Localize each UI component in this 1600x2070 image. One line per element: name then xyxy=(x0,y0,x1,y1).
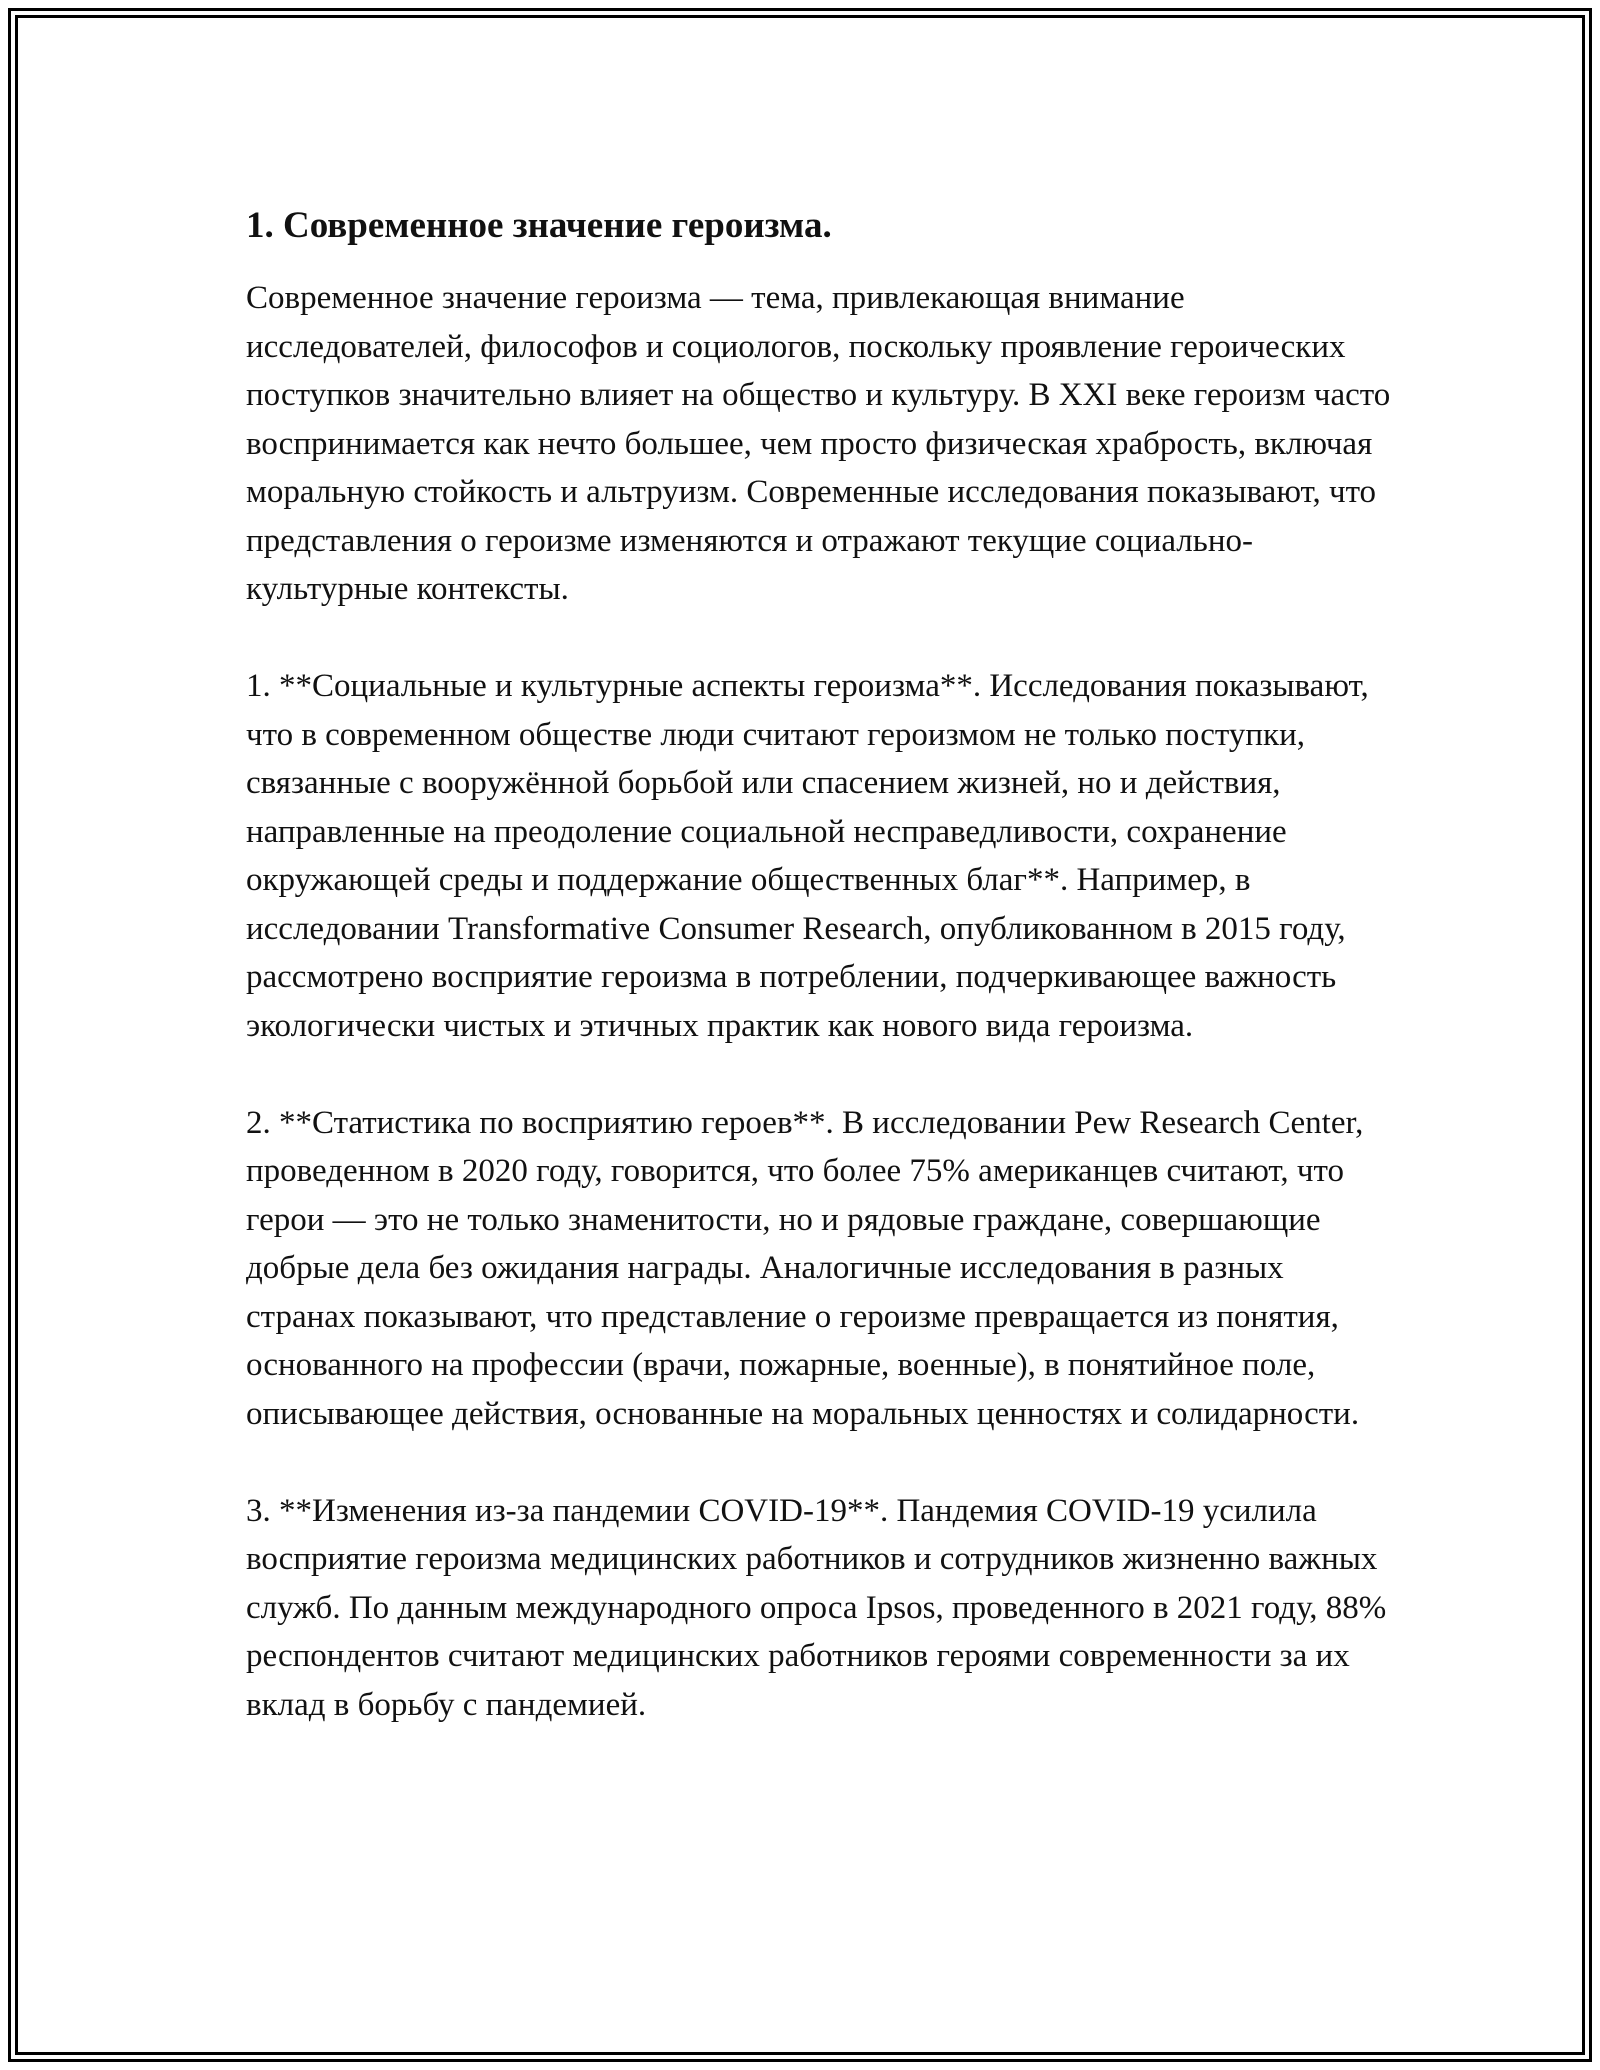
page-border xyxy=(8,8,1592,2062)
paragraph-hero-statistics: 2. **Статистика по восприятию героев**. В исследовании Pew Research Center, проведенном в 2020 году, говорится, что более 75% американцев считают, что герои — это не только знаменитости, но и рядовые граждане, совершающие добрые дела без ожидания награды. Аналогичные исследования в разных странах показывают, что представление о героизме превращается из понятия, основанного на профессии (врачи, пожарные, военные), в понятийное поле, описывающее действия, основанные на моральных ценностях и солидарности. xyxy=(246,1104,1364,1432)
paragraph-social-cultural-aspects: 1. **Социальные и культурные аспекты героизма**. Исследования показывают, что в современном обществе люди считают героизмом не только поступки, связанные с вооружённой борьбой или спасением жизней, но и действия, направленные на преодоление социальной несправедливости, сохранение окружающей среды и поддержание общественных благ**. Например, в исследовании Transformative Consumer Research, опубликованном в 2015 году, рассмотрено восприятие героизма в потреблении, подчеркивающее важность экологически чистых и этичных практик как нового вида героизма. xyxy=(246,668,1369,1044)
paragraph-covid-changes: 3. **Изменения из-за пандемии COVID-19**. Пандемия COVID-19 усилила восприятие героизма медицинских работников и сотрудников жизненно важных служб. По данным международного опроса Ipsos, проведенного в 2021 году, 88% респондентов считают медицинских работников героями современности за их вклад в борьбу с пандемией. xyxy=(246,1492,1387,1723)
document-body xyxy=(246,196,1398,1778)
page-inner-border xyxy=(15,15,1585,2055)
section-heading: 1. Современное значение героизма. xyxy=(246,205,832,246)
intro-paragraph: Современное значение героизма — тема, привлекающая внимание исследователей, философов и социологов, поскольку проявление героических поступков значительно влияет на общество и культуру. В XXI веке героизм часто воспринимается как нечто большее, чем просто физическая храбрость, включая моральную стойкость и альтруизм. Современные исследования показывают, что представления о героизме изменяются и отражают текущие социально-культурные контексты. xyxy=(246,280,1391,607)
